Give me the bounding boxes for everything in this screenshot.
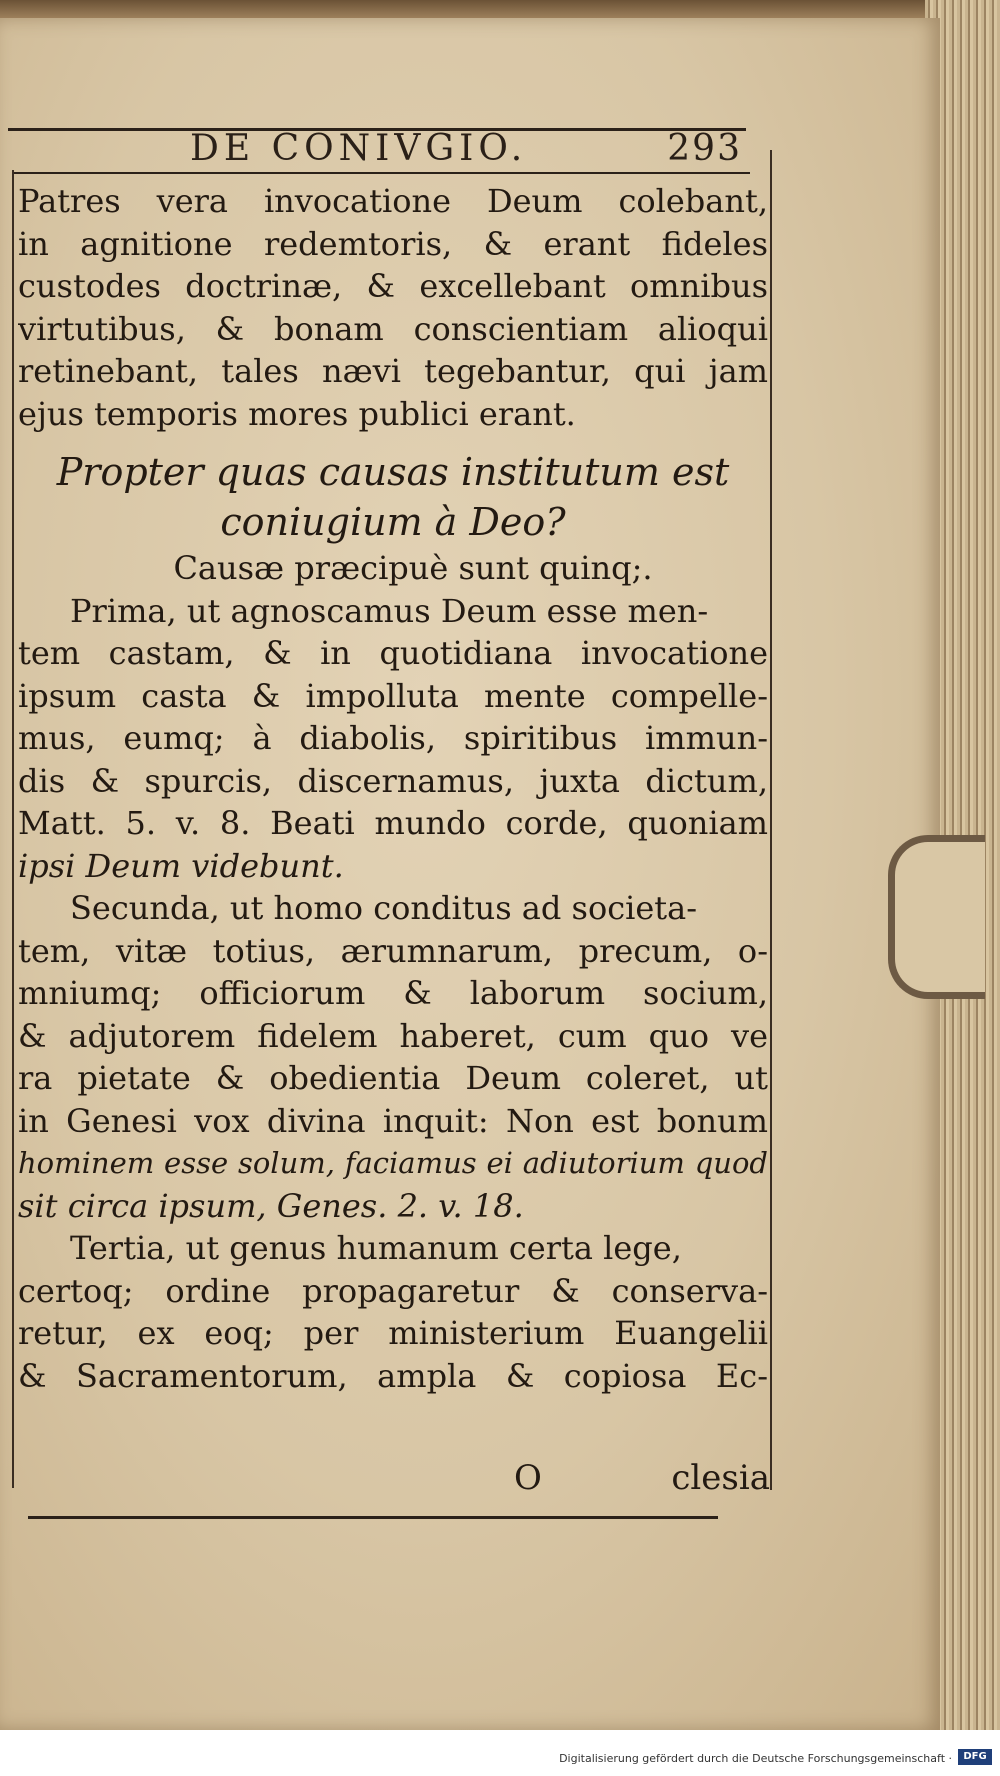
book-clasp [888, 835, 985, 999]
frame-left-rule [12, 170, 14, 1488]
text-line: ipsi Deum videbunt. [18, 846, 344, 885]
text-line: hominem esse solum, faciamus ei adiutorium quod [18, 1146, 768, 1180]
text-line: virtutibus, & bonam conscientiam alioqui [18, 309, 768, 348]
section-heading-line-1: Propter quas causas institutum est [56, 450, 730, 494]
text-line: & Sacramentorum, ampla & copiosa Ec- [18, 1356, 768, 1395]
text-line: mniumq; officiorum & laborum socium, [18, 974, 768, 1012]
text-line: Patres vera invocatione Deum colebant, [18, 182, 768, 220]
text-line: Secunda, ut homo conditus ad societa- [70, 889, 698, 927]
text-line: sit circa ipsum, Genes. 2. v. 18. [18, 1186, 524, 1225]
text-line: ipsum casta & impolluta mente compelle- [18, 676, 768, 715]
signature-mark: O [514, 1458, 542, 1498]
section-heading-line-2: coniugium à Deo? [220, 500, 566, 544]
text-line: in Genesi vox divina inquit: Non est bonum [18, 1101, 768, 1140]
text-line: mus, eumq; à diabolis, spiritibus immun- [18, 719, 768, 757]
frame-right-rule [770, 150, 772, 1490]
running-head-title: DE CONIVGIO. [190, 128, 528, 169]
text-line: tem castam, & in quotidiana invocatione [18, 634, 768, 672]
catchword-row [18, 1458, 778, 1508]
text-line: certoq; ordine propagaretur & conserva- [18, 1271, 768, 1310]
bottom-rule [28, 1516, 718, 1519]
text-line: retinebant, tales nævi tegebantur, qui jam [18, 352, 768, 390]
text-line: tem, vitæ totius, ærumnarum, precum, o- [18, 931, 768, 970]
text-line: ra pietate & obedientia Deum coleret, ut [18, 1059, 768, 1097]
page-number: 293 [667, 128, 742, 169]
running-head [190, 128, 750, 172]
text-line: & adjutorem fidelem haberet, cum quo ve [18, 1016, 768, 1055]
text-line: custodes doctrinæ, & excellebant omnibus [18, 267, 768, 305]
text-line: in agnitione redemtoris, & erant fideles [18, 224, 768, 263]
head-rule [14, 172, 750, 174]
text-line: ejus temporis mores publici erant. [18, 394, 576, 433]
text-line: retur, ex eoq; per ministerium Euangelii [18, 1314, 768, 1352]
text-block [18, 180, 768, 1397]
text-line: Causæ præcipuè sunt quinq;. [173, 549, 653, 587]
digitization-credit: Digitalisierung gefördert durch die Deutsche Forschungsgemeinschaft · [559, 1752, 952, 1765]
text-line: Matt. 5. v. 8. Beati mundo corde, quoniam [18, 804, 768, 842]
catchword: clesia [671, 1458, 770, 1498]
text-line: Prima, ut agnoscamus Deum esse men- [70, 591, 709, 630]
text-line: dis & spurcis, discernamus, juxta dictum, [18, 761, 768, 800]
text-line: Tertia, ut genus humanum certa lege, [70, 1229, 682, 1267]
dfg-logo: DFG [958, 1749, 992, 1765]
